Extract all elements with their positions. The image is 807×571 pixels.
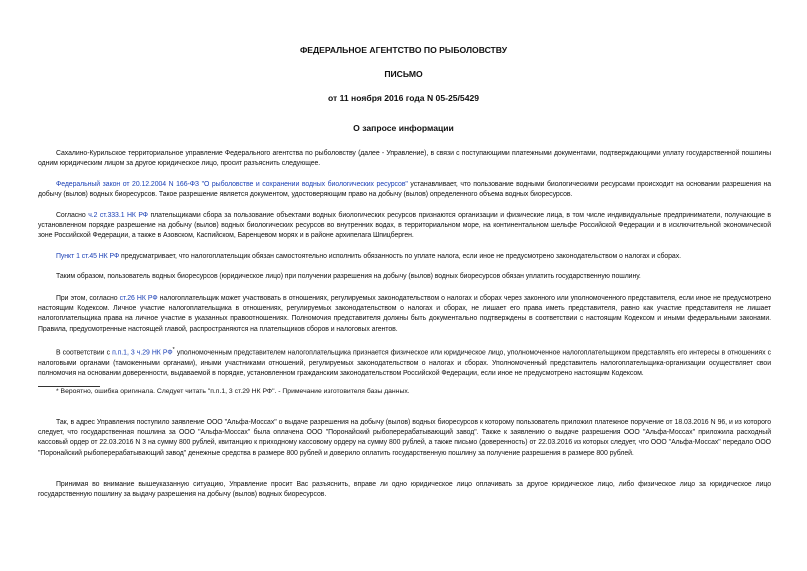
paragraph-text: Согласно <box>56 212 89 219</box>
paragraph-text: уполномоченным представителем налогоплательщика признается физическое или юридическое лицо, уполномоченное налогоплательщиком представлять его интересы в отношениях с налоговыми органами (таможенными органами), иными участниками отношений, регулируемых законодательством о налогах и сборах. Уполномоченный представитель налогоплательщика-организации осуществляет свои полномочия на основании доверенности, выдаваемой в порядке, установленном гражданским законодательством Российской Федерации, если иное не предусмотрено настоящим Кодексом. <box>38 349 771 377</box>
link-article-45[interactable]: Пункт 1 ст.45 НК РФ <box>56 253 120 260</box>
footnote-marker: * <box>172 347 175 353</box>
paragraph-text: предусматривает, что налогоплательщик обязан самостоятельно исполнить обязанность по уплате налога, если иное не предусмотрено законодательством о налогах и сборах. <box>119 253 681 260</box>
paragraph-intro: Сахалино-Курильское территориальное управление Федерального агентства по рыболовству (далее - Управление), в связи с поступающими платежными документами, подтверждающими уплату государственной пошлины одним юридическим лицом за другое юридическое лицо, просит разъяснить следующее. <box>38 150 771 168</box>
paragraph-text: При этом, согласно <box>56 295 120 302</box>
paragraph-text: В соответствии с <box>56 349 113 357</box>
link-federal-law-166[interactable]: Федеральный закон от 20.12.2004 N 166-ФЗ "О рыболовстве и сохранении водных биологических ресурсов" <box>56 181 408 188</box>
document-subject: О запросе информации <box>353 123 454 133</box>
footnote: * Вероятно, ошибка оригинала. Следует читать "п.п.1, 3 ст.29 НК РФ". - Примечание изготовителя базы данных. <box>56 388 410 395</box>
agency-title: ФЕДЕРАЛЬНОЕ АГЕНТСТВО ПО РЫБОЛОВСТВУ <box>299 45 508 55</box>
link-article-26[interactable]: ст.26 НК РФ <box>119 295 158 302</box>
footnote-separator <box>38 386 100 387</box>
paragraph-article-45 <box>38 252 771 262</box>
paragraph-article-29 <box>38 345 771 379</box>
paragraph-article-26 <box>38 294 771 335</box>
document-date-number: от 11 ноября 2016 года N 05-25/5429 <box>327 93 480 103</box>
paragraph-case-description: Так, в адрес Управления поступило заявление ООО "Альфа-Моссах" о выдаче разрешения на добычу (вылов) водных биоресурсов к которому пользователь приложил платежное поручение от 18.03.2016 N 96, и из которого следует, что государственная пошлина за ООО "Альфа-Моссах" была оплачена ООО "Поронайский рыбоперерабатывающий завод". Также к заявлению о выдаче разрешения ООО "Альфа-Моссах" приложила расходный кассовый ордер от 22.03.2016 N 3 на сумму 800 рублей, квитанцию к приходному кассовому ордеру на сумму 800 рублей, а также письмо (доверенность) от 22.03.2016 из которых следует, что ООО "Альфа-Моссах" передало ООО "Поронайский рыбоперерабатывающий завод" денежные средства в размере 800 рублей и доверило оплатить государственную пошлину за получение разрешения в размере 800 рублей. <box>38 419 771 457</box>
paragraph-text: устанавливает, что пользование водными биологическими ресурсами происходит на основании разрешения на добычу (вылов) водных биоресурсов. Такое разрешение является документом, удостоверяющим право на добычу (вылов) определенного объема водных биоресурсов. <box>38 181 771 199</box>
link-article-29[interactable]: п.п.1, 3 ч.29 НК РФ <box>112 349 173 357</box>
paragraph-conclusion: Таким образом, пользователь водных биоресурсов (юридическое лицо) при получении разрешения на добычу (вылов) водных биоресурсов обязан уплатить государственную пошлину. <box>56 273 641 280</box>
paragraph-federal-law <box>38 180 771 200</box>
link-article-333-1[interactable]: ч.2 ст.333.1 НК РФ <box>88 212 148 219</box>
paragraph-article-333 <box>38 211 771 242</box>
document-type: ПИСЬМО <box>384 69 423 79</box>
paragraph-text: налогоплательщик может участвовать в отношениях, регулируемых законодательством о налогах и сборах через законного или уполномоченного представителя, если иное не предусмотрено настоящим Кодексом. Личное участие налогоплательщика в отношениях, регулируемых законодательством о налогах и сборах, не лишает его права иметь представителя, равно как участие представителя не лишает налогоплательщика права на личное участие в указанных правоотношениях. Полномочия представителя должны быть документально подтверждены в соответствии с настоящим Кодексом и иными федеральными законами. Правила, предусмотренные настоящей главой, распространяются на плательщиков сборов и налоговых агентов. <box>38 295 771 333</box>
paragraph-request: Принимая во внимание вышеуказанную ситуацию, Управление просит Вас разъяснить, вправе ли одно юридическое лицо оплачивать за другое юридическое лицо, либо физическое лицо за юридическое лицо государственную пошлину за выдачу разрешения на добычу (вылов) водных биоресурсов. <box>38 481 771 499</box>
paragraph-text: плательщиками сбора за пользование объектами водных биологических ресурсов признаются организации и физические лица, в том числе индивидуальные предприниматели, получающие в установленном порядке разрешение на добычу (вылов) водных биологических ресурсов во внутренних водах, в территориальном море, на континентальном шельфе Российской Федерации и в исключительной экономической зоне Российской Федерации, а также в Азовском, Каспийском, Баренцевом морях и в районе архипелага Шпицберген. <box>38 212 771 240</box>
